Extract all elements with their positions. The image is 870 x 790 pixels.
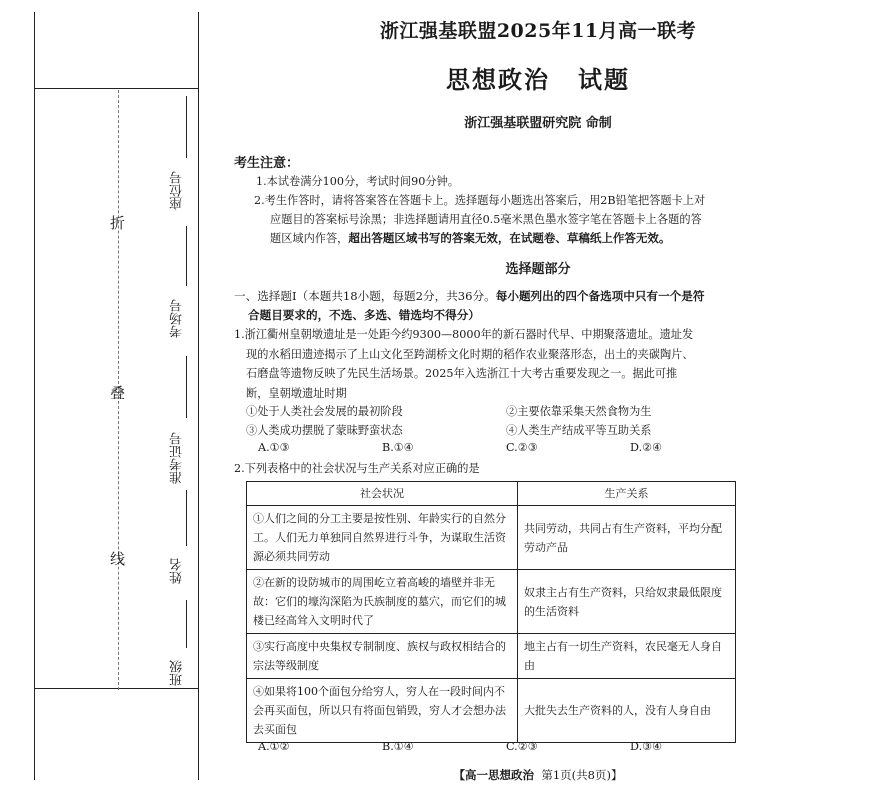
- table-cell: ①人们之间的分工主要是按性别、年龄实行的自然分工。人们无力单独同自然界进行斗争，为谋取生活资源必须共同劳动: [247, 506, 518, 570]
- q1-answer-a[interactable]: A.①③: [258, 441, 290, 454]
- exam-title: 浙江强基联盟2025年11月高一联考: [379, 20, 697, 42]
- q1-option-4: ④人类生产结成平等互助关系: [506, 424, 652, 437]
- table-cell: ④如果将100个面包分给穷人，穷人在一段时间内不会再买面包，所以只有将面包销毁，穷人才会想办法去买面包: [247, 679, 518, 743]
- subject-name: 思想政治: [446, 65, 550, 94]
- strip-top-rule: [34, 88, 199, 89]
- strip-border-left: [34, 12, 35, 780]
- notice-item-1: 1.本试卷满分100分，考试时间90分钟。: [256, 175, 459, 188]
- footer-subject: 【高一思想政治: [453, 768, 535, 782]
- admission-number-blank[interactable]: [186, 356, 187, 418]
- q2-stem: 2.下列表格中的社会状况与生产关系对应正确的是: [234, 462, 480, 475]
- exam-room-label: 考场号: [170, 299, 185, 338]
- notice-item-2-line-2: 应题目的答案标号涂黑；非选择题请用直径0.5毫米黑色墨水签字笔在答题卡上各题的答: [270, 213, 702, 226]
- table-cell: 奴隶主占有生产资料，只给奴隶最低限度的生活资料: [518, 570, 736, 634]
- binding-strip: [0, 0, 200, 790]
- q1-option-3: ③人类成功摆脱了蒙昧野蛮状态: [246, 424, 403, 437]
- table-header-row: [247, 482, 736, 506]
- q2-answer-d[interactable]: D.③④: [630, 740, 663, 753]
- q1-stem-line-3: 石磨盘等遗物反映了先民生活场景。2025年入选浙江十大考古重要发现之一。据此可推: [246, 367, 678, 380]
- table-row: [247, 570, 736, 634]
- strip-border-right: [198, 12, 199, 780]
- notice-emphasis: 超出答题区域书写的答案无效，在试题卷、草稿纸上作答无效。: [348, 231, 671, 245]
- section-title: 选择题部分: [505, 262, 571, 277]
- table-cell: ②在新的设防城市的周围屹立着高峻的墙壁并非无故：它们的壕沟深陷为氏族制度的墓穴，而它们的城楼已经高耸入文明时代了: [247, 570, 518, 634]
- q2-table: [246, 481, 736, 743]
- subject-title: [228, 60, 848, 95]
- strip-bottom-rule: [34, 688, 199, 689]
- fold-char-1: 折: [110, 214, 126, 232]
- q1-answer-d[interactable]: D.②④: [630, 441, 663, 454]
- exam-room-blank[interactable]: [186, 226, 187, 286]
- instructions-line-2: 合题目要求的，不选、多选、错选均不得分）: [248, 308, 480, 322]
- table-row: [247, 679, 736, 743]
- footer-page-number: 第1页(共8页)】: [541, 768, 623, 782]
- class-label: 班级: [170, 660, 185, 686]
- q1-stem-line-2: 现的水稻田遗迹揭示了上山文化至跨湖桥文化时期的稻作农业聚落形态，出土的夹碳陶片、: [246, 347, 694, 361]
- page-footer: [228, 767, 848, 783]
- table-cell: 地主占有一切生产资料，农民毫无人身自由: [518, 634, 736, 679]
- section-instructions: [234, 287, 774, 325]
- question-1: [234, 325, 754, 403]
- notice-item-2-line-1: 2.考生作答时，请将答案答在答题卡上。选择题每小题选出答案后，用2B铅笔把答题卡上对: [254, 194, 706, 207]
- fold-char-3: 线: [110, 550, 126, 568]
- table-cell: 共同劳动，共同占有生产资料，平均分配劳动产品: [518, 506, 736, 570]
- q1-stem-line-1: 1.浙江衢州皇朝墩遗址是一处距今约9300—8000年的新石器时代早、中期聚落遗址。遗址发: [234, 328, 694, 341]
- table-header-social: 社会状况: [247, 482, 518, 506]
- fold-char-2: 叠: [110, 384, 126, 402]
- q1-answer-c[interactable]: C.②③: [506, 441, 538, 454]
- notice-item-2-line-3: [270, 229, 810, 248]
- table-row: [247, 506, 736, 570]
- q2-answer-b[interactable]: B.①④: [382, 740, 414, 753]
- seat-number-blank[interactable]: [186, 96, 187, 158]
- q1-stem-line-4: 断，皇朝墩遗址时期: [246, 386, 347, 400]
- table-header-relation: 生产关系: [518, 482, 736, 506]
- table-cell: ③实行高度中央集权专制制度、族权与政权相结合的宗法等级制度: [247, 634, 518, 679]
- name-label: 姓名: [170, 558, 185, 584]
- q2-answer-c[interactable]: C.②③: [506, 740, 538, 753]
- paper-label: 试题: [578, 65, 630, 94]
- q1-answer-b[interactable]: B.①④: [382, 441, 414, 454]
- name-blank[interactable]: [186, 490, 187, 546]
- q1-option-2: ②主要依靠采集天然食物为生: [506, 405, 652, 418]
- admission-number-label: 准考证号: [170, 432, 185, 484]
- instructions-line-1: 一、选择题Ⅰ（本题共18小题，每题2分，共36分。每小题列出的四个备选项中只有一个是符: [234, 289, 705, 303]
- class-blank[interactable]: [186, 600, 187, 648]
- publisher-line: 浙江强基联盟研究院 命制: [464, 116, 612, 131]
- table-row: [247, 634, 736, 679]
- table-cell: 大批失去生产资料的人，没有人身自由: [518, 679, 736, 743]
- notice-item-2-line-3-text: 题区域内作答，: [270, 232, 349, 245]
- q2-answer-a[interactable]: A.①②: [258, 740, 290, 753]
- seat-number-label: 座位号: [170, 171, 185, 210]
- q1-option-1: ①处于人类社会发展的最初阶段: [246, 405, 403, 418]
- notice-heading: 考生注意：: [234, 156, 300, 171]
